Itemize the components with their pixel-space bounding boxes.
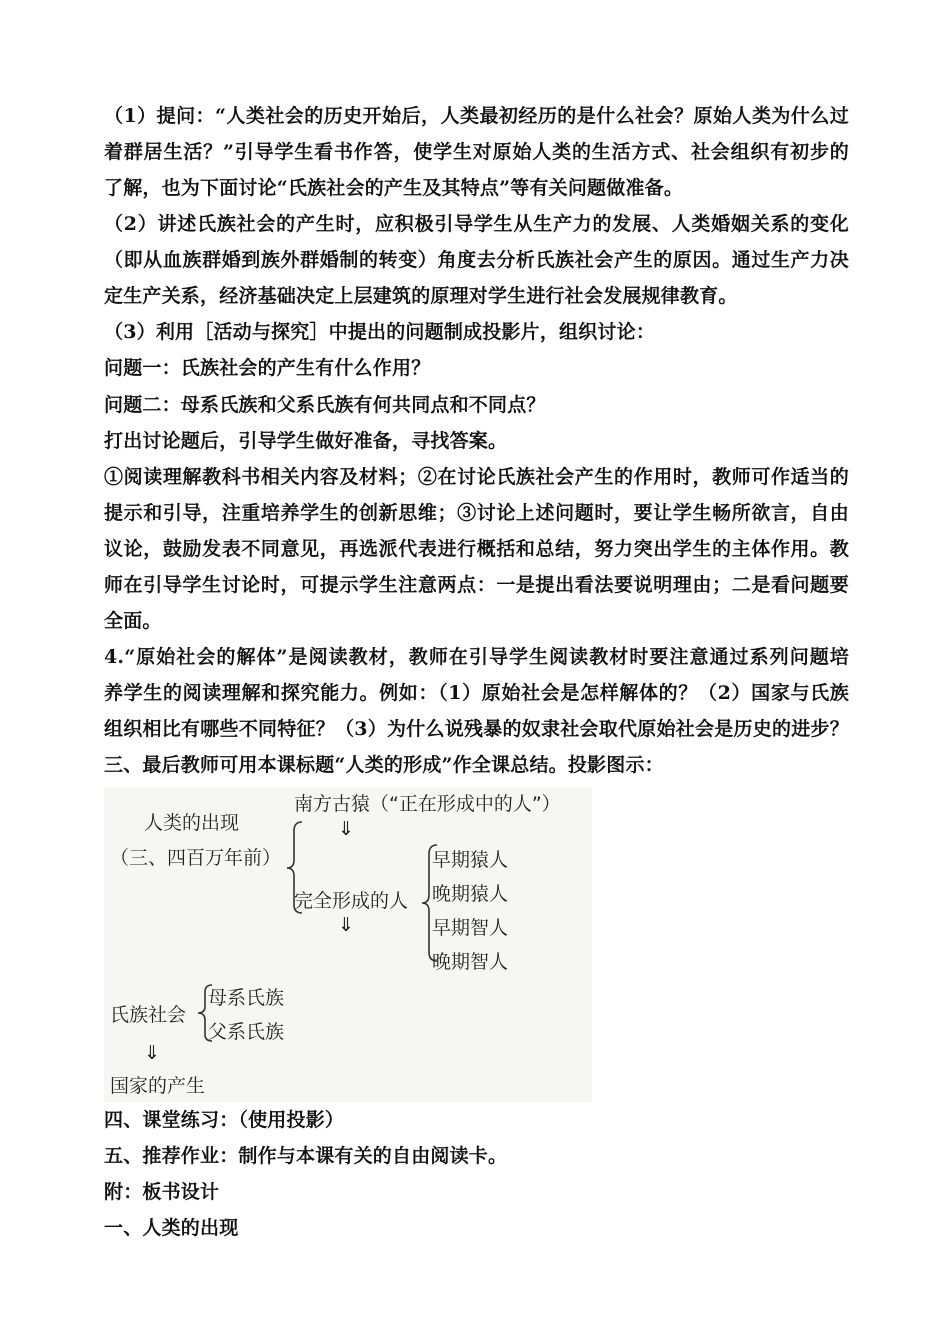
- clan-society-label: 氏族社会: [110, 1004, 187, 1026]
- paragraph-line: 4.“原始社会的解体”是阅读教材，教师在引导学生阅读教材时要注意通过系列问题培: [104, 646, 849, 668]
- paragraph-line: 了解，也为下面讨论“氏族社会的产生及其特点”等有关问题做准备。: [104, 177, 684, 199]
- down-arrow-icon: ⇓: [144, 1042, 160, 1064]
- paragraph-line: 师在引导学生讨论时，可提示学生注意两点：一是提出看法要说明理由；二是看问题要: [104, 574, 849, 596]
- human-origin-label: 人类的出现: [144, 812, 240, 834]
- paragraph-line: 提示和引导，注重培养学生的创新思维；③讨论上述问题时，要让学生畅所欲言，自由: [104, 502, 849, 524]
- time-span-label: （三、四百万年前）: [110, 847, 282, 869]
- stage-late-ape-man: 晚期猿人: [432, 883, 509, 905]
- paragraph-line: 三、最后教师可用本课标题“人类的形成”作全课总结。投影图示：: [104, 754, 664, 776]
- human-formation-diagram: [104, 787, 592, 1102]
- stage-late-homo-sapiens: 晚期智人: [432, 951, 509, 973]
- australopithecus-label: 南方古猿（“正在形成中的人”）: [294, 793, 561, 815]
- paragraph-line: （3）利用［活动与探究］中提出的问题制成投影片，组织讨论：: [104, 321, 656, 343]
- paragraph-line: 养学生的阅读理解和探究能力。例如：（1）原始社会是怎样解体的？（2）国家与氏族: [104, 682, 849, 704]
- paragraph-line: （2）讲述氏族社会的产生时，应积极引导学生从生产力的发展、人类婚姻关系的变化: [104, 213, 849, 235]
- section-heading: 四、课堂练习：（使用投影）: [104, 1109, 345, 1131]
- fully-formed-label: 完全形成的人: [294, 890, 409, 912]
- stage-early-ape-man: 早期猿人: [432, 849, 509, 871]
- down-arrow-icon: ⇓: [338, 818, 354, 840]
- state-origin-label: 国家的产生: [110, 1075, 206, 1097]
- paragraph-line: 问题二：母系氏族和父系氏族有何共同点和不同点？: [104, 394, 546, 416]
- paragraph-line: （即从血族群婚到族外群婚制的转变）角度去分析氏族社会产生的原因。通过生产力决: [104, 249, 849, 271]
- paragraph-line: （1）提问：“人类社会的历史开始后，人类最初经历的是什么社会？原始人类为什么过: [104, 105, 849, 127]
- section-heading: 一、人类的出现: [104, 1217, 239, 1239]
- paragraph-line: 组织相比有哪些不同特征？（3）为什么说残暴的奴隶社会取代原始社会是历史的进步？: [104, 718, 849, 740]
- paragraph-line: 打出讨论题后，引导学生做好准备，寻找答案。: [104, 430, 508, 452]
- section-heading: 附：板书设计: [104, 1181, 220, 1203]
- matrilineal-clan-label: 母系氏族: [208, 987, 285, 1009]
- paragraph-line: ①阅读理解教科书相关内容及材料；②在讨论氏族社会产生的作用时，教师可作适当的: [104, 466, 849, 488]
- paragraph-line: 全面。: [104, 610, 162, 632]
- paragraph-line: 问题一：氏族社会的产生有什么作用？: [104, 357, 431, 379]
- paragraph-line: 着群居生活？”引导学生看书作答，使学生对原始人类的生活方式、社会组织有初步的: [104, 141, 849, 163]
- paragraph-line: 议论，鼓励发表不同意见，再选派代表进行概括和总结，努力突出学生的主体作用。教: [104, 538, 849, 560]
- down-arrow-icon: ⇓: [338, 914, 354, 936]
- section-heading: 五、推荐作业：制作与本课有关的自由阅读卡。: [104, 1145, 508, 1167]
- paragraph-line: 定生产关系，经济基础决定上层建筑的原理对学生进行社会发展规律教育。: [104, 285, 738, 307]
- patrilineal-clan-label: 父系氏族: [208, 1021, 285, 1043]
- stage-early-homo-sapiens: 早期智人: [432, 917, 509, 939]
